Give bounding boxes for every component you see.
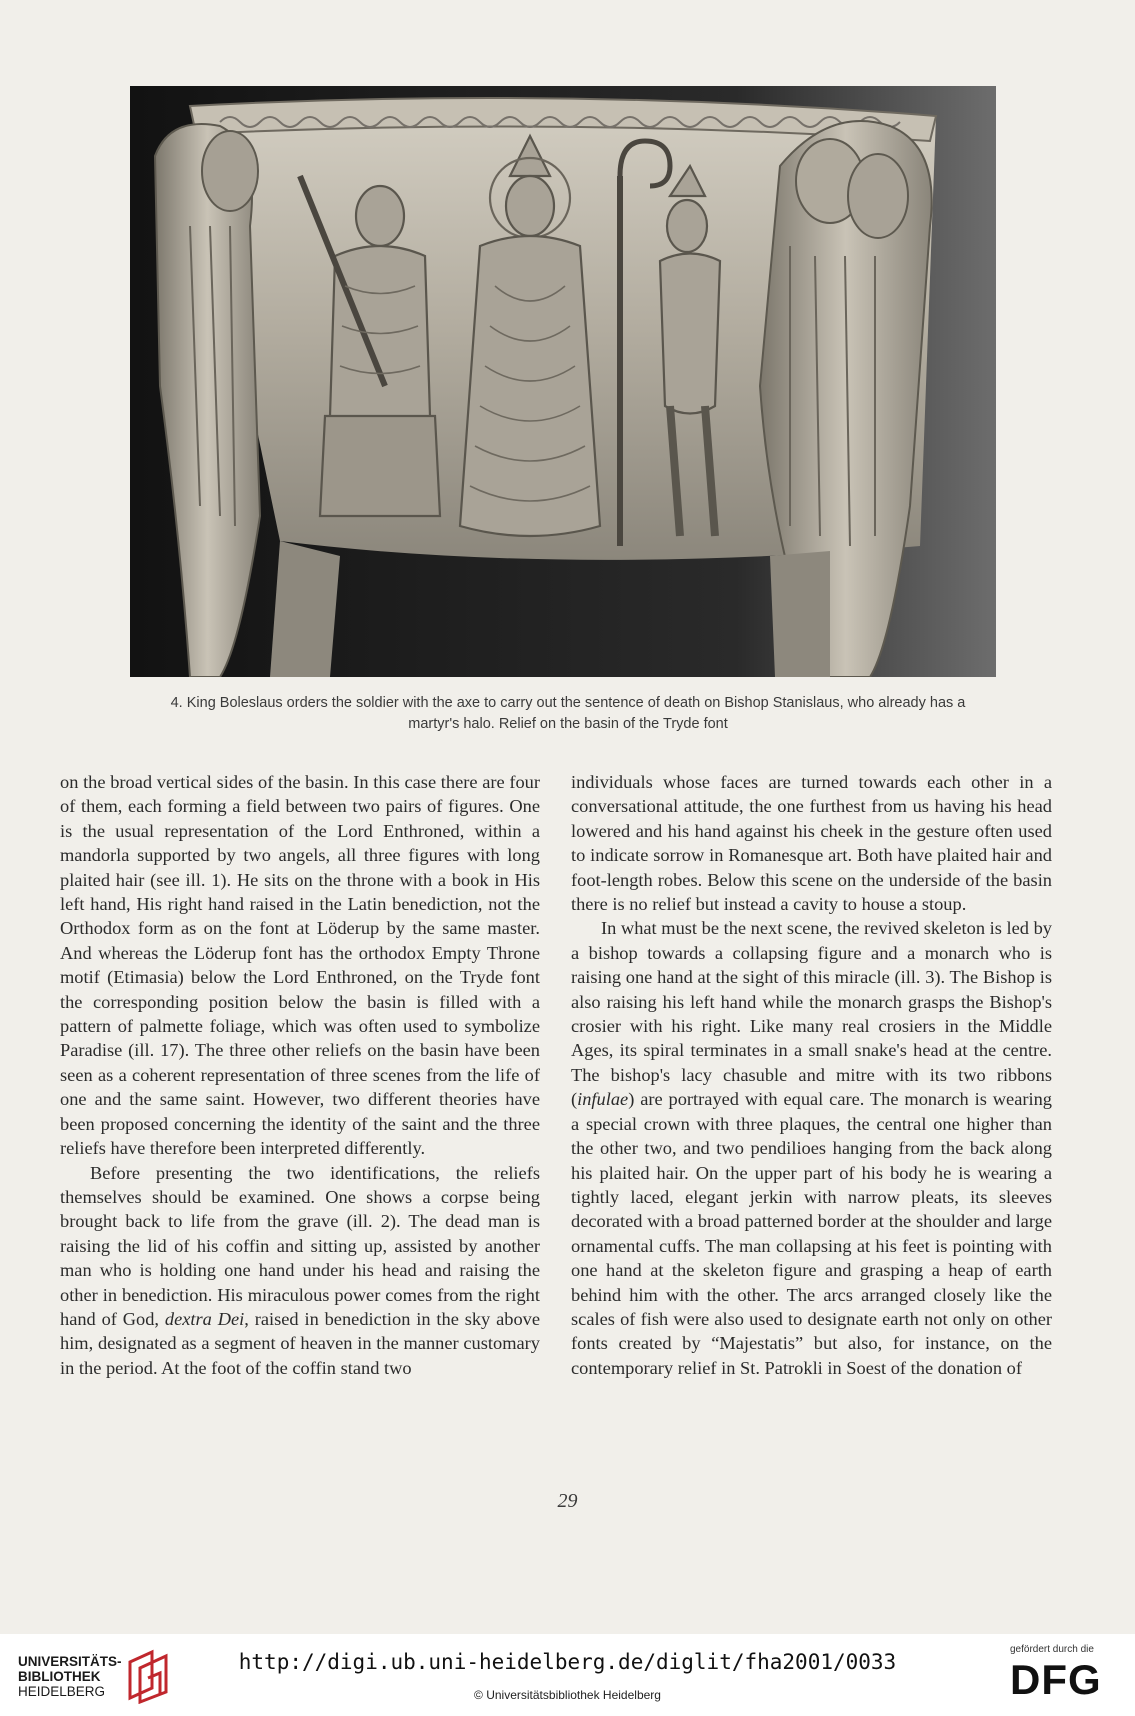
right-column bbox=[571, 770, 1052, 1380]
copyright-notice: © Universitätsbibliothek Heidelberg bbox=[474, 1688, 661, 1702]
right-paragraph-2 bbox=[571, 916, 1052, 1380]
right-p2-text-b: ) are portrayed with equal care. The monarch is wearing a special crown with three plaques, the central one higher than the other two, and two pendilioes hanging from the back along his plaited hair. On the upper part of his body he is wearing a tightly laced, elegant jerkin with narrow pleats, its sleeves decorated with a broad patterned border at the shoulder and large ornamental cuffs. The man collapsing at his feet is pointing with one hand at the skeleton figure and grasping a heap of earth behind him with the other. The arcs arranged closely like the scales of fish were also used to designate earth not only on other fonts created by “Majestatis” but also, for instance, on the contemporary relief in St. Patrokli in Soest of the donation of bbox=[571, 1089, 1052, 1378]
page-number: 29 bbox=[557, 1490, 578, 1512]
font-relief-illustration bbox=[130, 86, 996, 677]
left-paragraph-1: on the broad vertical sides of the basin. In this case there are four of them, each forming a field between two pairs of figures. One is the usual representation of the Lord Enthroned, within a mandorla supported by two angels, all three figures with long plaited hair (see ill. 1). He sits on the throne with a book in His left hand, His right hand raised in the Latin benediction, not the Orthodox form as on the font at Löderup by the same master. And whereas the Löderup font has the orthodox Empty Throne motif (Etimasia) below the Lord Enthroned, on the Tryde font the corresponding position below the basin is filled with a pattern of palmette foliage, which was often used to symbolize Paradise (ill. 17). The three other reliefs on the basin have been seen as a coherent representation of three scenes from the life of one and the same saint. However, two different theories have been proposed concerning the identity of the saint and the three reliefs have therefore been interpreted differently. bbox=[60, 772, 540, 1159]
left-p2-text-a: Before presenting the two identifications, the reliefs themselves should be examined. One shows a corpse being brought back to life from the grave (ill. 2). The dead man is raising the lid of his coffin and sitting up, assisted by another man who is holding one hand under his head and raising the other in benediction. His miraculous power comes from the right hand of God, bbox=[60, 1162, 540, 1329]
left-paragraph-2 bbox=[60, 1161, 540, 1381]
funding-label: gefördert durch die bbox=[1010, 1644, 1094, 1655]
figure-photo bbox=[130, 86, 996, 677]
figure-caption bbox=[100, 693, 1036, 735]
caption-line-2: martyr's halo. Relief on the basin of the Tryde font bbox=[408, 716, 728, 732]
footer-bar bbox=[0, 1634, 1135, 1716]
permalink-url[interactable]: http://digi.ub.uni-heidelberg.de/diglit/fha2001/0033 bbox=[238, 1650, 897, 1674]
left-column bbox=[60, 770, 540, 1380]
right-p2-text-a: In what must be the next scene, the revived skeleton is led by a bishop towards a collapsing figure and a monarch who is raising one hand at the sight of this miracle (ill. 3). The Bishop is also raising his left hand while the monarch grasps the Bishop's crosier with his right. Like many real crosiers in the Middle Ages, its spiral terminates in a small snake's head at the centre. The bishop's lacy chasuble and mitre with its two ribbons ( bbox=[571, 918, 1052, 1110]
library-line-1: UNIVERSITÄTS- bbox=[18, 1654, 122, 1669]
library-line-2: BIBLIOTHEK bbox=[18, 1669, 101, 1684]
right-p2-emphasis: infulae bbox=[577, 1089, 629, 1110]
dfg-logo[interactable]: DFG bbox=[1010, 1656, 1102, 1703]
left-p2-emphasis: dextra Dei bbox=[164, 1308, 245, 1329]
caption-line-1: 4. King Boleslaus orders the soldier with the axe to carry out the sentence of death on Bishop Stanislaus, who already has a bbox=[170, 695, 966, 711]
library-line-3: HEIDELBERG bbox=[18, 1684, 106, 1699]
right-paragraph-1: individuals whose faces are turned towards each other in a conversational attitude, the one furthest from us having his head lowered and his hand against his cheek in the gesture often used to indicate sorrow in Romanesque art. Both have plaited hair and foot-length robes. Below this scene on the underside of the basin there is no relief but instead a cavity to house a stoup. bbox=[571, 772, 1052, 915]
left-p2-text-b: , raised in benediction in the sky above him, designated as a segment of heaven in the manner customary in the period. At the foot of the coffin stand two bbox=[60, 1308, 540, 1378]
